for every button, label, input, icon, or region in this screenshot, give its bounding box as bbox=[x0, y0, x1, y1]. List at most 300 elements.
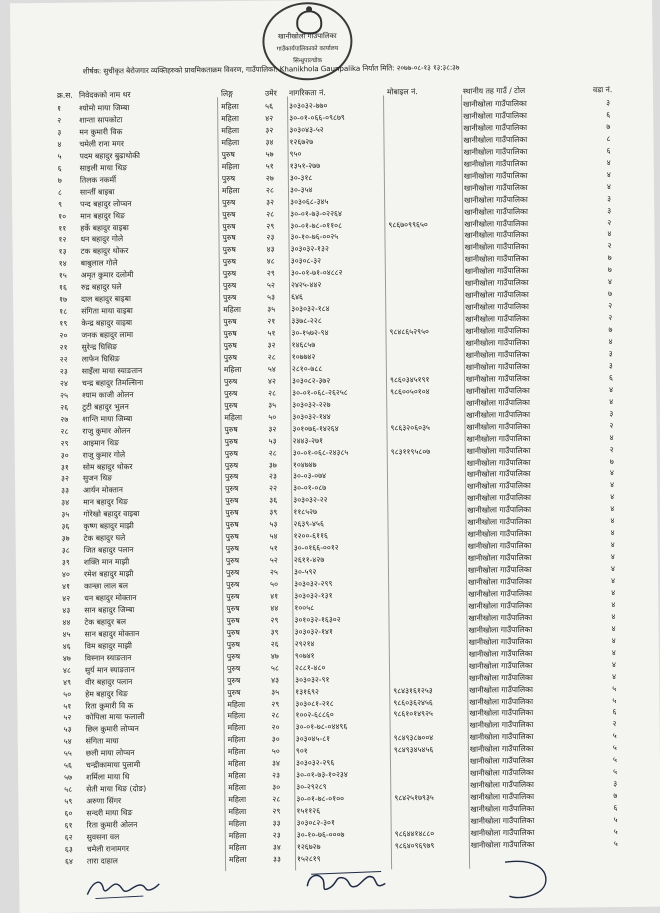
local-level: खानीखोला गाउँपालिका bbox=[465, 290, 585, 301]
mobile-no bbox=[392, 578, 466, 579]
gender: पुरुष bbox=[227, 663, 257, 673]
ward-no: ४ bbox=[603, 648, 625, 658]
applicant-name: रिता कुमारी ओलन bbox=[87, 819, 207, 830]
citizenship-no: ३०३०४३-५२ bbox=[289, 124, 377, 135]
citizenship-no: ३०-०१-०६६-०९८७९ bbox=[289, 112, 377, 123]
local-level: खानीखोला गाउँपालिका bbox=[463, 98, 583, 109]
ward-no: ३ bbox=[600, 349, 622, 359]
mobile-no: ९८६४४१४८८० bbox=[395, 829, 469, 840]
citizenship-no: १३१६९२ bbox=[295, 686, 383, 697]
citizenship-no: १०७७४२ bbox=[292, 351, 380, 362]
age: २३ bbox=[273, 830, 297, 840]
applicant-name: धन बहादुर मोक्तान bbox=[84, 592, 204, 603]
mobile-no bbox=[395, 852, 469, 853]
applicant-name: हेम बहादुर थिङ bbox=[85, 688, 205, 699]
mobile-no: ९८६००५०१०४ bbox=[390, 386, 464, 397]
mobile-no bbox=[392, 530, 466, 531]
row-sn: १५ bbox=[59, 271, 81, 281]
citizenship-no: १५११२६ bbox=[296, 806, 384, 817]
ward-no: ४ bbox=[598, 229, 620, 239]
gender: महिला bbox=[229, 831, 259, 841]
citizenship-no: २६११-४२७ bbox=[294, 555, 382, 566]
row-sn: १० bbox=[58, 211, 80, 221]
ward-no: ३ bbox=[598, 206, 620, 216]
gender: पुरुष bbox=[223, 281, 253, 291]
row-sn: ५६ bbox=[64, 761, 86, 771]
mobile-no bbox=[393, 637, 467, 638]
signature-3 bbox=[495, 856, 555, 903]
age: २९ bbox=[272, 806, 296, 816]
ward-no: ४ bbox=[602, 564, 624, 574]
citizenship-no: ३०-०१६६-००१२ bbox=[294, 543, 382, 554]
applicant-name: श्योमो माया जिम्बा bbox=[79, 102, 199, 113]
citizenship-no: ३०१०७६-१४२६४ bbox=[292, 423, 380, 434]
gender: महिला bbox=[228, 759, 258, 769]
row-sn: ४ bbox=[57, 139, 79, 149]
mobile-no bbox=[391, 482, 465, 483]
applicant-name: छिल कुमारी लोप्चन bbox=[86, 724, 206, 735]
age: ५३ bbox=[269, 520, 293, 530]
local-level: खानीखोला गाउँपालिका bbox=[466, 409, 586, 420]
age: ३३ bbox=[273, 818, 297, 828]
ward-no: ६ bbox=[600, 373, 622, 383]
local-level: खानीखोला गाउँपालिका bbox=[468, 540, 588, 551]
citizenship-no: ३०-२९२८९ bbox=[296, 782, 384, 793]
row-sn: २४ bbox=[60, 378, 82, 388]
ward-no: ५ bbox=[603, 684, 625, 694]
age: २८ bbox=[269, 448, 293, 458]
gender: पुरुष bbox=[226, 604, 256, 614]
applicant-name: साइँला माया स्याङतान bbox=[82, 365, 202, 376]
applicant-name: वीर बहादुर पलान bbox=[85, 676, 205, 687]
mobile-no bbox=[390, 398, 464, 399]
ward-no: ४ bbox=[602, 552, 624, 562]
local-level: खानीखोला गाउँपालिका bbox=[471, 839, 591, 850]
applicant-name: सान बहादुर जिम्बा bbox=[84, 604, 204, 615]
mobile-no bbox=[392, 554, 466, 555]
row-sn: ३३ bbox=[61, 486, 83, 496]
local-level: खानीखोला गाउँपालिका bbox=[467, 457, 587, 468]
local-level: खानीखोला गाउँपालिका bbox=[464, 194, 584, 205]
applicant-name: जित बहादुर पलान bbox=[84, 545, 204, 556]
local-level: खानीखोला गाउँपालिका bbox=[464, 230, 584, 241]
age: ३४ bbox=[272, 759, 296, 769]
local-level: खानीखोला गाउँपालिका bbox=[471, 815, 591, 826]
gender: पुरुष bbox=[223, 257, 253, 267]
citizenship-no: १२६७२७ bbox=[289, 136, 377, 147]
ward-no: ४ bbox=[602, 576, 624, 586]
local-level: खानीखोला गाउँपालिका bbox=[470, 732, 590, 743]
local-level: खानीखोला गाउँपालिका bbox=[465, 242, 585, 253]
gender: पुरुष bbox=[222, 233, 252, 243]
gender: पुरुष bbox=[225, 496, 255, 506]
citizenship-no: १५२८१९ bbox=[297, 853, 385, 864]
mobile-no bbox=[392, 566, 466, 567]
applicant-name: सुवसना वल bbox=[87, 831, 207, 842]
mobile-no bbox=[391, 518, 465, 519]
gender: महिला bbox=[229, 819, 259, 829]
row-sn: ५३ bbox=[64, 725, 86, 735]
local-level: खानीखोला गाउँपालिका bbox=[463, 122, 583, 133]
age: २९ bbox=[271, 699, 295, 709]
local-level: खानीखोला गाउँपालिका bbox=[466, 337, 586, 348]
mobile-no bbox=[391, 434, 465, 435]
signature-2 bbox=[301, 865, 391, 898]
local-level: खानीखोला गाउँपालिका bbox=[466, 397, 586, 408]
mobile-no: ९८४९३४५४५६ bbox=[394, 745, 468, 756]
local-level: खानीखोला गाउँपालिका bbox=[469, 636, 589, 647]
row-sn: २५ bbox=[60, 390, 82, 400]
gender: पुरुष bbox=[227, 675, 257, 685]
row-sn: ४२ bbox=[62, 594, 84, 604]
gender: महिला bbox=[224, 413, 254, 423]
citizenship-no: ३०-०१-७१-०४८८२ bbox=[291, 268, 379, 279]
age: ५६ bbox=[265, 101, 289, 111]
ward-no: ६ bbox=[598, 146, 620, 156]
gender: पुरुष bbox=[225, 472, 255, 482]
age: ३७ bbox=[269, 460, 293, 470]
gender: पुरुष bbox=[224, 353, 254, 363]
row-sn: ९ bbox=[58, 199, 80, 209]
row-sn: २३ bbox=[60, 367, 82, 377]
row-sn: ६० bbox=[64, 809, 86, 819]
applicant-name: संगिता माया bbox=[86, 736, 206, 747]
row-sn: ५८ bbox=[64, 785, 86, 795]
applicant-name: सुर्य मान स्याङतान bbox=[85, 664, 205, 675]
ward-no: ४ bbox=[602, 612, 624, 622]
ward-no: ४ bbox=[599, 277, 621, 287]
age: ३२ bbox=[268, 424, 292, 434]
citizenship-no: ३०३०३२-१४४ bbox=[292, 411, 380, 422]
local-level: खानीखोला गाउँपालिका bbox=[465, 266, 585, 277]
row-sn: ४० bbox=[62, 570, 84, 580]
citizenship-no: ३०-०१-७३-१०२३४ bbox=[296, 770, 384, 781]
mobile-no bbox=[392, 602, 466, 603]
mobile-no: ९८४९३८७००४ bbox=[394, 733, 468, 744]
mobile-no bbox=[387, 112, 461, 113]
gender: पुरुष bbox=[223, 245, 253, 255]
row-sn: ८ bbox=[58, 187, 80, 197]
mobile-no bbox=[388, 159, 462, 160]
local-level: खानीखोला गाउँपालिका bbox=[466, 349, 586, 360]
row-sn: १७ bbox=[59, 295, 81, 305]
ward-no: ७ bbox=[599, 265, 621, 275]
mobile-no bbox=[389, 255, 463, 256]
citizenship-no: ३०-०१-०६८-२४३८५ bbox=[293, 447, 381, 458]
gender: पुरुष bbox=[226, 556, 256, 566]
mobile-no bbox=[395, 817, 469, 818]
header-citizenship: नागरिकता नं. bbox=[289, 88, 377, 99]
age: ५२ bbox=[267, 281, 291, 291]
ward-no: ५ bbox=[604, 755, 626, 765]
age: ३३ bbox=[273, 854, 297, 864]
mobile-no bbox=[389, 243, 463, 244]
row-sn: २९ bbox=[61, 438, 83, 448]
applicant-name: शक्ति मान माझी bbox=[84, 556, 204, 567]
row-sn: १९ bbox=[59, 319, 81, 329]
age: ४३ bbox=[271, 675, 295, 685]
mobile-no bbox=[392, 590, 466, 591]
applicant-name: विम बहादुर माझी bbox=[85, 640, 205, 651]
mobile-no bbox=[389, 291, 463, 292]
gender: पुरुष bbox=[225, 448, 255, 458]
national-emblem-icon bbox=[296, 10, 322, 34]
ward-no: ४ bbox=[598, 182, 620, 192]
age: ५० bbox=[268, 412, 292, 422]
seal-line-3: सिन्धुपाल्चोक bbox=[265, 56, 351, 65]
mobile-no bbox=[394, 805, 468, 806]
ward-no: ७ bbox=[604, 791, 626, 801]
ward-no: ६ bbox=[597, 110, 619, 120]
age: ३९ bbox=[269, 508, 293, 518]
ward-no: ४ bbox=[603, 660, 625, 670]
ward-no: ४ bbox=[601, 480, 623, 490]
applicant-name: रुद्र बहादुर घले bbox=[81, 282, 201, 293]
age: ३६ bbox=[269, 496, 293, 506]
header-mobile: मोबाइल नं. bbox=[387, 87, 461, 98]
row-sn: ४९ bbox=[63, 677, 85, 687]
applicant-name: मान बहादुर थिङ bbox=[80, 210, 200, 221]
applicant-name: टुटी बहादुर भुलन bbox=[82, 401, 202, 412]
row-sn: ३२ bbox=[61, 474, 83, 484]
citizenship-no: १३५१-२७७ bbox=[290, 160, 378, 171]
age: ३४ bbox=[265, 137, 289, 147]
applicant-name: चन्द्र बहादुर तिमल्सिना bbox=[82, 377, 202, 388]
applicant-name: तिलक नकर्मी bbox=[80, 174, 200, 185]
mobile-no bbox=[391, 506, 465, 507]
mobile-no bbox=[389, 303, 463, 304]
row-sn: ४४ bbox=[62, 617, 84, 627]
applicant-name: साइली माया थिङ bbox=[80, 162, 200, 173]
row-sn: ३० bbox=[61, 450, 83, 460]
mobile-no bbox=[390, 410, 464, 411]
applicant-name: चन्द्रीकामाया पुलामी bbox=[86, 760, 206, 771]
applicant-name: पन्द बहादुर लोप्चन bbox=[80, 198, 200, 209]
row-sn: ५० bbox=[63, 689, 85, 699]
citizenship-no: ३०३०३२-१३२ bbox=[291, 244, 379, 255]
gender: पुरुष bbox=[225, 520, 255, 530]
row-sn: २१ bbox=[60, 343, 82, 353]
gender: महिला bbox=[222, 185, 252, 195]
ward-no: ३ bbox=[598, 194, 620, 204]
age: ३२ bbox=[265, 125, 289, 135]
gender: पुरुष bbox=[224, 377, 254, 387]
mobile-no bbox=[389, 267, 463, 268]
row-sn: ३७ bbox=[62, 534, 84, 544]
gender: पुरुष bbox=[224, 389, 254, 399]
citizenship-no: ३०-०१-७८-०११०८ bbox=[290, 220, 378, 231]
local-level: खानीखोला गाउँपालिका bbox=[464, 206, 584, 217]
row-sn: १६ bbox=[59, 283, 81, 293]
gender: पुरुष bbox=[222, 209, 252, 219]
row-sn: २२ bbox=[60, 355, 82, 365]
age: २३ bbox=[266, 233, 290, 243]
local-level: खानीखोला गाउँपालिका bbox=[467, 517, 587, 528]
ward-no: ६ bbox=[603, 707, 625, 717]
row-sn: १८ bbox=[59, 307, 81, 317]
local-level: खानीखोला गाउँपालिका bbox=[467, 493, 587, 504]
citizenship-no: ३०३०३२-१८४ bbox=[291, 304, 379, 315]
gender: पुरुष bbox=[223, 317, 253, 327]
citizenship-no: ३०३०६८-३४५ bbox=[290, 196, 378, 207]
citizenship-no: २९२१४ bbox=[295, 638, 383, 649]
local-level: खानीखोला गाउँपालिका bbox=[463, 110, 583, 121]
citizenship-no: ३०३०८१-२१८ bbox=[295, 698, 383, 709]
ward-no: ५ bbox=[604, 767, 626, 777]
age: २८ bbox=[271, 711, 295, 721]
ward-no: ४ bbox=[602, 528, 624, 538]
local-level: खानीखोला गाउँपालिका bbox=[466, 421, 586, 432]
applicant-name: टक बहादुर थोकर bbox=[81, 246, 201, 257]
citizenship-no: ३०-०१-०६८-२६२५८ bbox=[292, 387, 380, 398]
applicant-name: शान्ता सापकोटा bbox=[79, 114, 199, 125]
applicant-name: श्याम काजी ओलन bbox=[82, 389, 202, 400]
citizenship-no: १००५८ bbox=[294, 602, 382, 613]
ward-no: ४ bbox=[600, 337, 622, 347]
ward-no: २ bbox=[599, 301, 621, 311]
citizenship-no: १२६७२७ bbox=[297, 841, 385, 852]
applicant-name: गोरेखो बहादुर वाइबा bbox=[83, 509, 203, 520]
age: ५४ bbox=[268, 364, 292, 374]
age: २९ bbox=[270, 615, 294, 625]
citizenship-no: ३०-१५७२-९४ bbox=[291, 328, 379, 339]
gender: पुरुष bbox=[226, 568, 256, 578]
ward-no: ३ bbox=[597, 98, 619, 108]
age: २३ bbox=[272, 771, 296, 781]
row-sn: ५७ bbox=[64, 773, 86, 783]
applicant-name: छली माया लोप्चन bbox=[86, 748, 206, 759]
mobile-no bbox=[389, 315, 463, 316]
age: ५४ bbox=[270, 532, 294, 542]
mobile-no bbox=[388, 195, 462, 196]
applicant-name: आर्यन मोक्तान bbox=[83, 485, 203, 496]
local-level: खानीखोला गाउँपालिका bbox=[470, 791, 590, 802]
age: ४७ bbox=[271, 651, 295, 661]
age: २५ bbox=[270, 567, 294, 577]
row-sn: ६१ bbox=[65, 821, 87, 831]
citizenship-no: ३०३०३२-२२७ bbox=[292, 399, 380, 410]
citizenship-no: ३०-०१-७८-०४४९६ bbox=[296, 722, 384, 733]
row-sn: ३६ bbox=[61, 522, 83, 532]
local-level: खानीखोला गाउँपालिका bbox=[470, 720, 590, 731]
age: २८ bbox=[268, 352, 292, 362]
gender: पुरुष bbox=[227, 687, 257, 697]
age: २८ bbox=[266, 209, 290, 219]
mobile-no: ९८४३१६१२५३ bbox=[393, 685, 467, 696]
gender: पुरुष bbox=[224, 401, 254, 411]
citizenship-no: १००२-६८८६० bbox=[295, 710, 383, 721]
row-sn: ५४ bbox=[64, 737, 86, 747]
row-sn: ५९ bbox=[64, 797, 86, 807]
age: २१ bbox=[267, 317, 291, 327]
local-level: खानीखोला गाउँपालिका bbox=[465, 325, 585, 336]
local-level: खानीखोला गाउँपालिका bbox=[467, 505, 587, 516]
gender: पुरुष bbox=[224, 341, 254, 351]
row-sn: ५२ bbox=[63, 713, 85, 723]
gender: महिला bbox=[227, 711, 257, 721]
age: ३० bbox=[272, 735, 296, 745]
gender: महिला bbox=[228, 723, 258, 733]
gender: पुरुष bbox=[227, 640, 257, 650]
applicant-name: कोपिला माया फलाली bbox=[85, 712, 205, 723]
applicant-name: हर्के बहादुर वाइबा bbox=[80, 222, 200, 233]
gender: पुरुष bbox=[222, 150, 252, 160]
age: २८ bbox=[272, 795, 296, 805]
row-sn: ४८ bbox=[63, 665, 85, 675]
applicant-name: मन कुमारी विक bbox=[79, 126, 199, 137]
age: २० bbox=[272, 723, 296, 733]
ward-no: ४ bbox=[601, 433, 623, 443]
local-level: खानीखोला गाउँपालिका bbox=[465, 254, 585, 265]
row-sn: २ bbox=[57, 116, 79, 126]
ward-no: ७ bbox=[597, 122, 619, 132]
age: ४१ bbox=[270, 591, 294, 601]
citizenship-no: २८८१-४८० bbox=[295, 662, 383, 673]
citizenship-no: ९०७४१ bbox=[295, 650, 383, 661]
citizenship-no: १४६८५७ bbox=[292, 340, 380, 351]
ward-no: २ bbox=[599, 313, 621, 323]
age: ५८ bbox=[271, 663, 295, 673]
local-level: खानीखोला गाउँपालिका bbox=[468, 564, 588, 575]
applicant-name: शर्मिला माया थि bbox=[86, 772, 206, 783]
applicant-name: कान्छा लाल बल bbox=[84, 580, 204, 591]
mobile-no: ९८६०३६२४५६ bbox=[393, 697, 467, 708]
gender: पुरुष bbox=[226, 592, 256, 602]
applicant-name: कृष्ण बहादुर माझी bbox=[83, 521, 203, 532]
local-level: खानीखोला गाउँपालिका bbox=[466, 385, 586, 396]
applicant-name: शान्ति माया जिम्बा bbox=[82, 413, 202, 424]
gender: पुरुष bbox=[225, 484, 255, 494]
local-level: खानीखोला गाउँपालिका bbox=[464, 146, 584, 157]
ward-no: ३ bbox=[600, 361, 622, 371]
applicant-name: सोम बहादुर थोकर bbox=[83, 461, 203, 472]
local-level: खानीखोला गाउँपालिका bbox=[469, 660, 589, 671]
mobile-no bbox=[389, 279, 463, 280]
local-level: खानीखोला गाउँपालिका bbox=[469, 624, 589, 635]
ward-no: ८ bbox=[597, 134, 619, 144]
row-sn: १ bbox=[57, 104, 79, 114]
applicant-name: टेक बहादुर बल bbox=[84, 616, 204, 627]
mobile-no bbox=[390, 339, 464, 340]
applicant-name: मान बहादुर थिङ bbox=[83, 497, 203, 508]
age: ३२ bbox=[266, 197, 290, 207]
ward-no: ७ bbox=[599, 289, 621, 299]
age: ३४ bbox=[273, 842, 297, 852]
ward-no: ४ bbox=[602, 600, 624, 610]
age: २७ bbox=[266, 173, 290, 183]
row-sn: ६२ bbox=[65, 833, 87, 843]
mobile-no bbox=[390, 351, 464, 352]
row-sn: ४७ bbox=[63, 653, 85, 663]
row-sn: ४६ bbox=[63, 641, 85, 651]
citizenship-no: ३०३०८२-३०१ bbox=[297, 817, 385, 828]
applicant-name: राजु कुमार गोले bbox=[83, 449, 203, 460]
gender: महिला bbox=[222, 162, 252, 172]
ward-no: ४ bbox=[598, 158, 620, 168]
citizenship-no: ९०१ bbox=[296, 746, 384, 757]
applicant-name: चमेली रानामगर bbox=[87, 843, 207, 854]
citizenship-no: ३०१०३२-१६३०२ bbox=[294, 614, 382, 625]
age: ५१ bbox=[266, 161, 290, 171]
citizenship-no: ३३७८-२२८ bbox=[291, 316, 379, 327]
mobile-no bbox=[387, 135, 461, 136]
applicant-name: अमृत कुमार दलोमी bbox=[81, 270, 201, 281]
row-sn: ६३ bbox=[65, 844, 87, 854]
gender: महिला bbox=[228, 783, 258, 793]
mobile-no: ९८६०३४५१९१ bbox=[390, 374, 464, 385]
ward-no: ४ bbox=[602, 540, 624, 550]
applicant-name: दाल बहादुर बाइबा bbox=[81, 294, 201, 305]
